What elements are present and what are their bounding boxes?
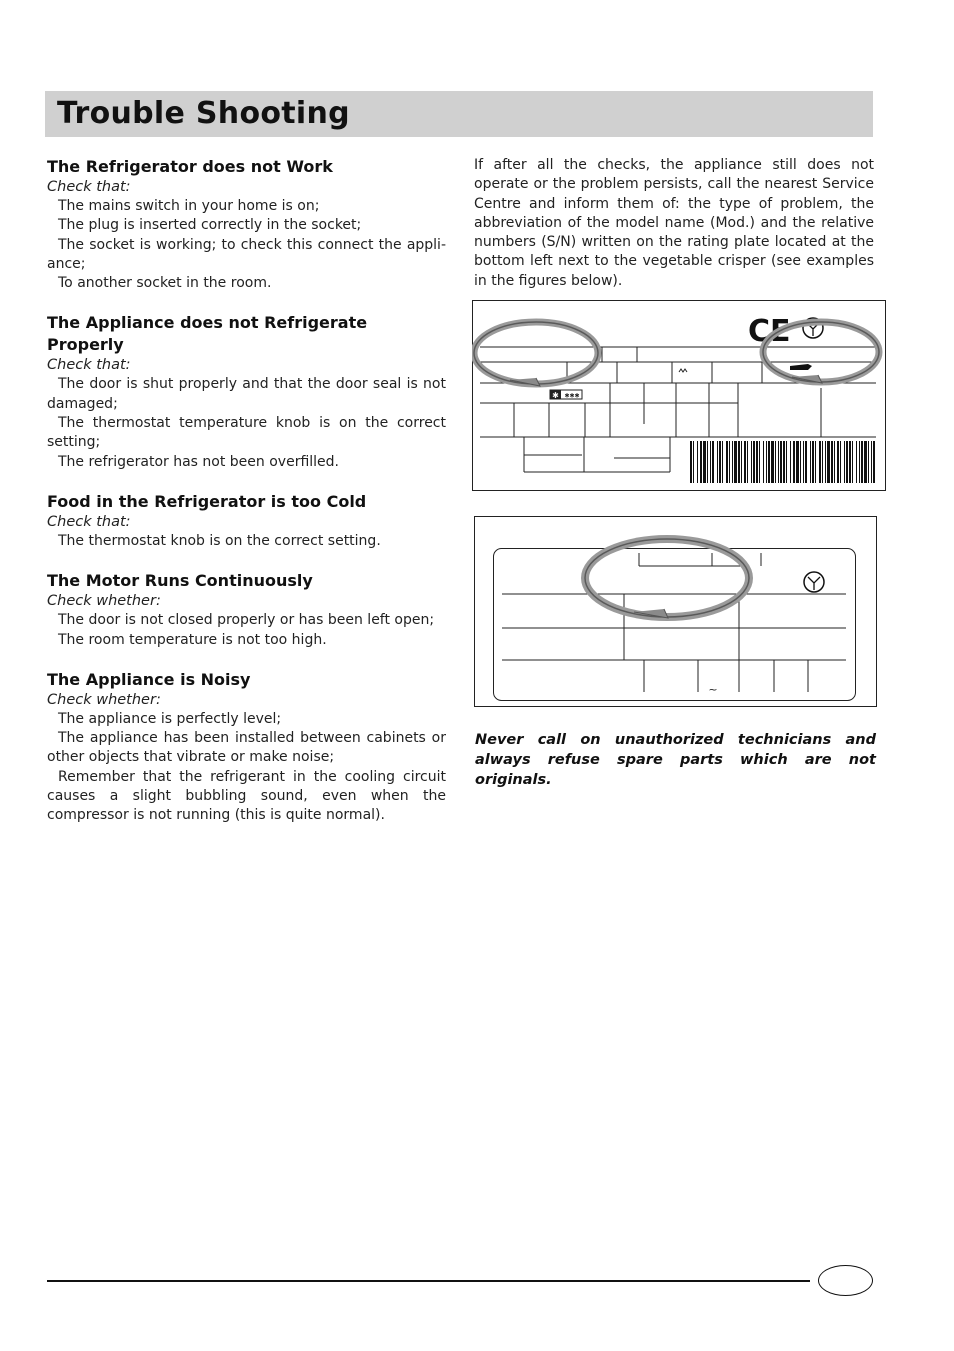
check-item: To another socket in the room. — [58, 275, 272, 292]
check-item: Remember that the refrigerant in the cooling circuit causes a slight bubbling sound, even when the compressor is not running (this is quite normal). — [47, 768, 446, 824]
rating-plate-figure-1 — [472, 300, 886, 491]
section-noisy — [47, 669, 446, 826]
check-item: The thermostat knob is on the correct setting. — [58, 532, 381, 549]
check-label: Check that: — [47, 357, 131, 374]
rating-plate-figure-2 — [474, 516, 877, 707]
check-label: Check whether: — [47, 691, 161, 708]
svg-text:✱✱✱: ✱✱✱ — [564, 392, 580, 400]
section-heading: The Appliance does not Refrigerate Properly — [47, 313, 368, 355]
check-label: Check that: — [47, 179, 131, 195]
check-item: The door is not closed properly or has been left open; — [58, 612, 435, 629]
section-heading: Food in the Refrigerator is too Cold — [47, 491, 367, 511]
svg-text:✱: ✱ — [552, 391, 559, 400]
footer-rule — [47, 1280, 810, 1282]
check-label: Check that: — [47, 513, 131, 530]
troubleshooting-list — [47, 156, 446, 845]
check-item: The socket is working; to check this connect the appli-ance; — [47, 236, 446, 272]
check-item: The door is shut properly and that the door seal is not damaged; — [47, 376, 446, 412]
check-item: The room temperature is not too high. — [58, 631, 327, 648]
page-number-oval — [818, 1265, 873, 1296]
warning-note: Never call on unauthorized technicians and always refuse spare parts which are not originals. — [475, 732, 876, 788]
section-heading: The Appliance is Noisy — [47, 669, 251, 689]
section-too-cold — [47, 491, 446, 551]
tilde-symbol: ~ — [708, 683, 718, 696]
check-item: The mains switch in your home is on; — [58, 198, 320, 214]
title-bar — [45, 91, 873, 137]
check-item: The appliance is perfectly level; — [58, 710, 282, 727]
check-label: Check whether: — [47, 593, 161, 610]
section-heading: The Motor Runs Continuously — [47, 571, 313, 591]
check-item: The plug is inserted correctly in the socket; — [58, 217, 362, 234]
intro-paragraph: If after all the checks, the appliance still does not operate or the problem persists, call the nearest Service Centre and inform them of: the type of problem, the abbreviation of the model name (Mod.) and the relative numbers (S/N) written on the rating plate located at the bottom left next to the vegetable crisper (see examples in the figures below). — [474, 157, 874, 289]
section-not-refrigerate — [47, 312, 446, 471]
section-motor-runs — [47, 570, 446, 650]
section-heading: The Refrigerator does not Work — [47, 157, 333, 176]
check-item: The thermostat temperature knob is on the correct setting; — [47, 415, 446, 451]
check-item: The appliance has been installed between cabinets or other objects that vibrate or make noise; — [47, 730, 446, 766]
page-title: Trouble Shooting — [57, 96, 350, 131]
section-not-work — [47, 156, 446, 293]
check-item: The refrigerator has not been overfilled. — [58, 453, 339, 470]
ce-mark-icon: CE — [748, 314, 791, 349]
